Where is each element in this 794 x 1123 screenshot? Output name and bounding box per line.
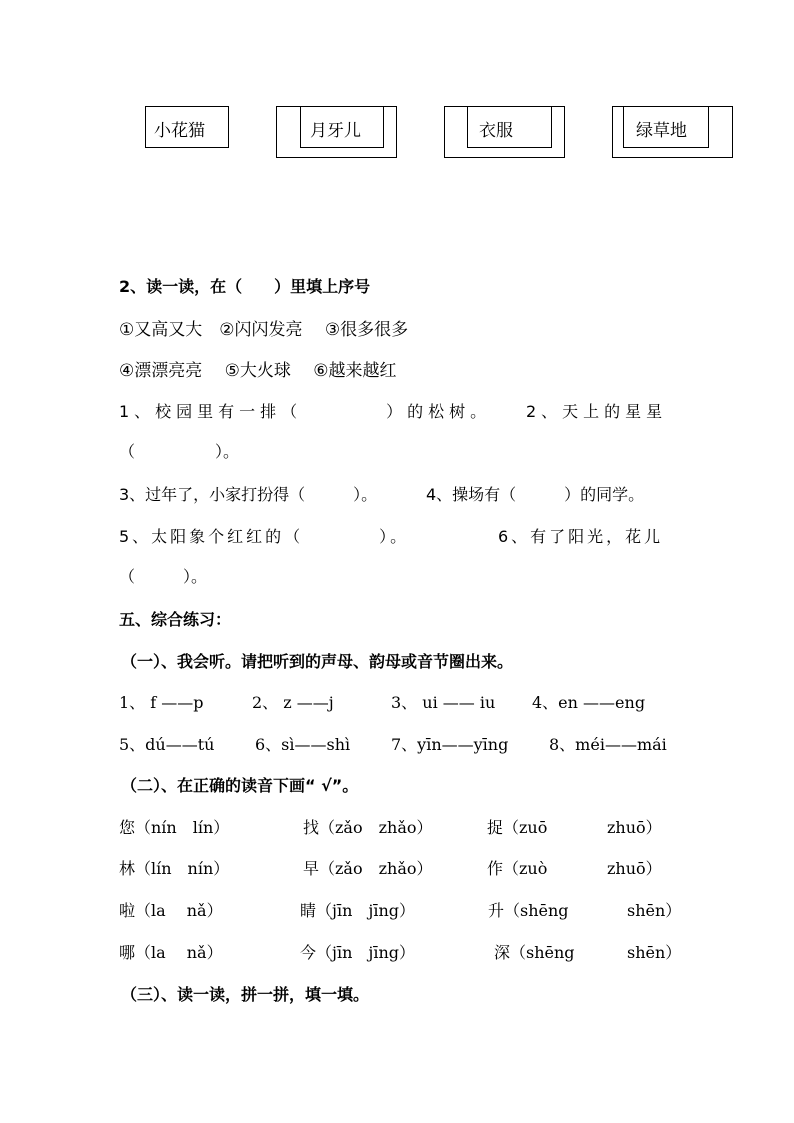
question-4: 4、操场有（ ）的同学。 (426, 485, 645, 504)
pinyin-r2-c1: 林（lín nín） (119, 859, 230, 878)
listen-item-8: 8、méi——mái (549, 735, 667, 754)
options-line-2: ④漂漂亮亮 ⑤大火球 ⑥越来越红 (119, 361, 397, 381)
listen-item-2: 2、 z ——j (252, 693, 334, 712)
word-box-3 (467, 106, 552, 148)
pinyin-r4-c2: 今（jīn jīng） (300, 943, 416, 962)
part1-title: （一）、我会听。请把听到的声母、韵母或音节圈出来。 (121, 652, 514, 671)
pinyin-r3-c3: 升（shēng (488, 901, 569, 920)
question-6b: （ ）。 (119, 567, 208, 586)
listen-item-7: 7、yīn——yīng (391, 735, 509, 754)
listen-item-4: 4、en ——eng (532, 693, 646, 712)
pinyin-r4-c4: shēn） (627, 943, 682, 962)
word-box-label-3: 衣服 (479, 121, 513, 141)
question-1: 1、校园里有一排（ ）的松树。 (119, 402, 492, 421)
pinyin-r1-c4: zhuō） (607, 818, 662, 837)
question-3: 3、过年了，小家打扮得（ ）。 (119, 485, 378, 504)
question-2a: 2、天上的星星 (526, 402, 668, 421)
listen-item-6: 6、sì——shì (255, 735, 351, 754)
options-line-1: ①又高又大 ②闪闪发亮 ③很多很多 (119, 320, 409, 340)
pinyin-r3-c2: 睛（jīn jīng） (300, 901, 416, 920)
listen-item-5: 5、dú——tú (119, 735, 215, 754)
listen-item-3: 3、 ui —— iu (391, 693, 496, 712)
pinyin-r2-c2: 早（zǎo zhǎo） (303, 859, 433, 878)
word-box-4 (623, 106, 709, 148)
section5-title: 五、综合练习： (119, 610, 232, 629)
pinyin-r2-c3: 作（zuò (487, 859, 548, 878)
pinyin-r2-c4: zhuō） (607, 859, 662, 878)
pinyin-r1-c2: 找（zǎo zhǎo） (303, 818, 433, 837)
part3-title: （三）、读一读，拼一拼，填一填。 (121, 985, 370, 1004)
pinyin-r3-c1: 啦（la nǎ） (119, 901, 223, 920)
word-box-label-2: 月牙儿 (310, 121, 361, 141)
listen-item-1: 1、 f ——p (119, 693, 204, 712)
pinyin-r1-c1: 您（nín lín） (119, 818, 230, 837)
pinyin-r4-c3: 深（shēng (494, 943, 575, 962)
pinyin-r1-c3: 捉（zuō (487, 818, 548, 837)
word-box-label-4: 绿草地 (636, 121, 687, 141)
word-box-1 (145, 116, 229, 148)
question-5: 5、太阳象个红红的（ ）。 (119, 527, 410, 546)
word-box-label-1: 小花猫 (154, 121, 205, 141)
word-box-2 (300, 106, 384, 148)
question-6a: 6、有了阳光，花儿 (498, 527, 664, 546)
question-2b: （ ）。 (119, 442, 240, 461)
part2-title: （二）、在正确的读音下画“ √”。 (121, 776, 359, 795)
pinyin-r3-c4: shēn） (627, 901, 682, 920)
pinyin-r4-c1: 哪（la nǎ） (119, 943, 223, 962)
section2-title: 2、读一读，在（ ）里填上序号 (119, 277, 371, 296)
